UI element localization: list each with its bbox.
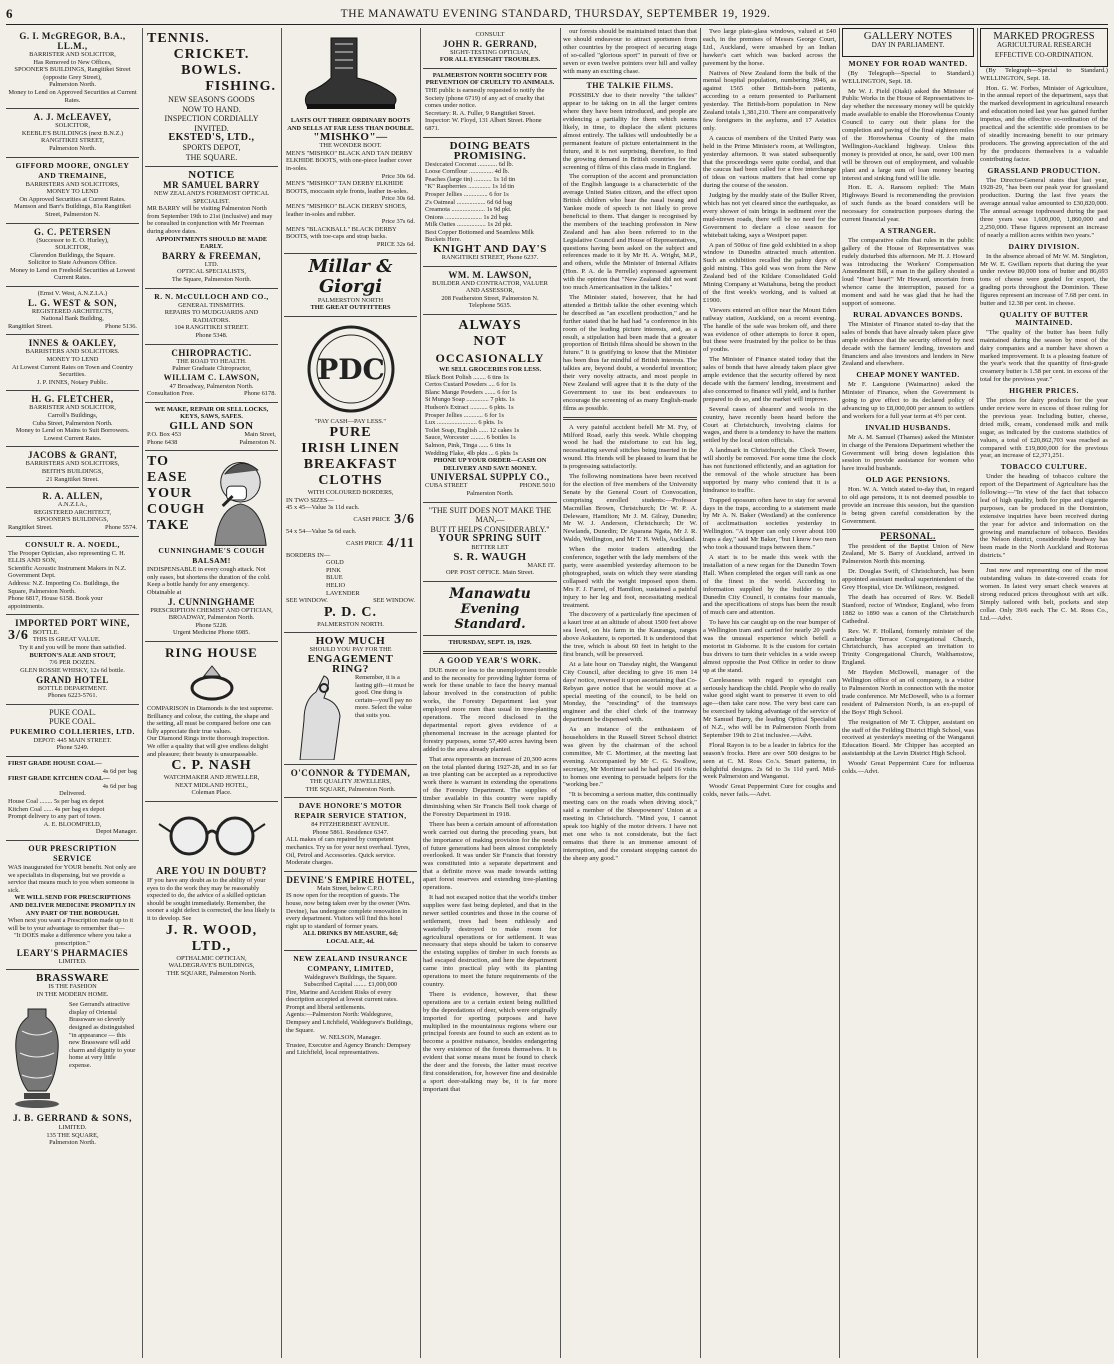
ad-mcleavey: A. J. McLEAVEY, SOLICITOR, KEEBLE'S BUILDINGS (next B.N.Z.) RANGITIKEI STREET, Palmerston North. (6, 109, 139, 157)
ad-dave-honore: DAVE HONORE'S MOTOR REPAIR SERVICE STATION, 84 FITZHERBERT AVENUE. Phone 5861. Residence 6347. ALL makes of cars repaired by competent mechanics. Try us for your next overhaul. Tyres, Oil, Petrol and Accessories. Quick service. Moderate charges. (284, 798, 417, 872)
eyeglasses-icon (157, 808, 267, 864)
ad-lawson-builder: WM. M. LAWSON, BUILDER AND CONTRACTOR, VALUER AND ASSESSOR, 208 Featherston Street, Palmerston N. Telephone 5635. (423, 267, 557, 315)
hand-with-ring-icon (286, 674, 352, 760)
editorial: A GOOD YEAR'S WORK. DUE more or less to the unemployment trouble and to the necessity for providing lighter forms of work for these unable to face the heavy manual labour involved in the construction of public works, the Forestry Department last year employed more men than usual in tree-planting operations. The record disclosed in the departmental report gives evidence of a phenomenal increase in the acreage planted for forestry purposes, some 57,400 acres having been added to the area already planted. That area represents an increase of 20,300 acres on the total planted during 1927-28, and in so far as tree planting can be accepted as a reproductive work there is warrant in extending the operations of the Forestry Department. The supplies of timber available in this country were rapidly diminishing when Sir Francis Bell took charge of the Forestry Department in 1918. There has been a certain amount of afforestation work carried out during the preceding years, but the importance of making provision for the needs of future generations had been almost completely overlooked. It was under Sir Francis that forestry was constituted into a separate department and that a definite move was made towards setting apart forest reserves and extending tree-planting operations. It had not escaped notice that the world's timber supplies were fast being depleted, and that in the newer settled countries and those in the course of settlement, trees had been ruthlessly and wastefully destroyed to make room for agricultural operations or for settlement. It was necessary that steps should be taken to conserve the existing supplies of timber in such forests as had escaped destruction, and here the department came into practical play with its planting operations to meet the future requirements of the country. There is evidence, however, that these operations are to a certain extent being nullified by the depredations of deer, which were originally imported for sporting purposes and have multiplied in the mountainous regions where our principal forests are found to such an extent as to become a positive nuisance, besides endangering the very existence of the forests themselves. It is evident that some means must be found to check the deer and the forests, the latter must receive first consideration, for, however fine and desirable a sport deer-stalking may be, it is far more important that (423, 655, 557, 1093)
local-news-item: A start is to be made this week with the installation of a new organ for the Dunedin Town Hall. When completed the organ will rank as one of the finest in the world. According to information supplied by the builder to the Dunedin City Council, it contains four manuals, and the specifications of stops has been the result of much care and attention. (703, 554, 836, 617)
ad-knight-day: DOING BEATS PROMISING. Desiccated Coconut ............ 6d lb. Loose Cornflour ............... 4d lb. Peaches (large tin) ........... 1s 1d tin "K" Raspberries .............. 1s 1d tin Prosper Jellies ............... 6 for 1s 2's Oatmeal .................. 6d 6d bag Creamota ..................... 1s 9d pkt. Onions ....................... 1s 2d bag Milk Oaties .................. 1s 2d pkt. Best Copper Bottomed and Seamless Milk Buckets Here. KNIGHT AND DAY'S RANGITIKEI STREET, Phone 6237. (423, 138, 557, 267)
local-news-item: "It is becoming a serious matter, this continually meeting cars on the roads when driving stock," said a member of the Sheepowners' Union at a meeting in Christchurch. "Mind you, I cannot speak too highly of the motor drivers. I have not met one who is not considerate, but the fact remains that there is an immense amount of interruption, and the constant stopping cannot do the sheep any good." (563, 791, 697, 862)
ad-jr-wood: ARE YOU IN DOUBT? IF you have any doubt as to the ability of your eyes to do the work they may be reasonably expected to do, the advice of a skilled optician should be sought immediately. Remember, the sooner a sight defect is corrected, the less likely is it to develop. See J. R. WOOD, LTD., OPTHALMIC OPTICIAN, WALDEGRAVE'S BUILDINGS, THE SQUARE, Palmerston North. (145, 802, 278, 981)
ad-oconnor-tydeman: O'CONNOR & TYDEMAN, THE QUALITY JEWELLERS, THE SQUARE, Palmerston North. (284, 765, 417, 798)
marked-progress-header: MARKED PROGRESS AGRICULTURAL RESEARCH EFFECTIVE CO-ORDINATION. (980, 28, 1108, 67)
article-paragraph: The Minister stated, however, that he had attended a British talkie the other evening which he described as "an excellent production," and he further stated that he had had "a conference in his room of the leading picture interests, and, as a result, a stipulation had been made that a greater proportion of British films should be shown in the future." It is gratifying to know that the Minister has been thus far mindful of British interests. The talkies are, beyond doubt, a wonderful invention; their very novelty attracts, and most people in New Zealand will agree that it is the duty of the Government to use its best endeavours to encourage the screening of as many English-made films as possible. (563, 294, 697, 412)
nameplate: Manawatu Evening Standard. THURSDAY, SEPT. 19, 1929. (423, 582, 557, 654)
column-1 (6, 28, 139, 1358)
ad-port-wine: IMPORTED PORT WINE, 3/6 BOTTLE. THIS IS GREAT VALUE. Try it and you will be more than satisfied. BURTON'S ALE AND STOUT, 7/6 PER DOZEN. GLEN ROSSIE WHISKY, 12s 6d bottle. GRAND HOTEL BOTTLE DEPARTMENT. Phones 6223-5761. (6, 615, 139, 705)
ad-waugh-suit: "THE SUIT DOES NOT MAKE THE MAN,— BUT IT HELPS CONSIDERABLY." YOUR SPRING SUIT BETTER LET S. R. WAUGH MAKE IT. OPP. POST OFFICE. Main Street. (423, 503, 557, 582)
local-news-item: Several cases of shearers' and wools in the country, have recently been heard before the Court at Christchurch, involving claims for wages, and there is a tendency to have the matters settled by the local union officials. (703, 405, 836, 445)
ad-john-gerrand: CONSULT JOHN R. GERRAND, SIGHT-TESTING OPTICIAN, FOR ALL EYESIGHT TROUBLES. (423, 28, 557, 69)
coughing-man-icon (199, 454, 276, 546)
ad-empire-hotel: DEVINE'S EMPIRE HOTEL, Main Street, below C.P.O. IS now open for the reception of guests. The house, now being taken over by the owner (Wm. Devine), has undergone complete renovation in every department. Visitors will find this hotel right up to standard of former years. ALL DRINKS BY MEASURE, 6d; LOCAL ALE, 4d. (284, 872, 417, 951)
advertisement-line: Woods' Great Peppermint Cure for coughs and colds, never fails.—Advt. (703, 783, 836, 799)
column-2 (145, 28, 278, 1358)
column-rule (977, 28, 978, 1358)
ad-fletcher: H. G. FLETCHER, BARRISTER AND SOLICITOR, Carroll's Buildings, Cuba Street, Palmerston North. Money to Lend on Mains to Suit Borrowers. Lowest Current Rates. (6, 391, 139, 447)
article-paragraph: The corruption of the accent and pronunciation of the English language is a characteristic of the average United States citizen, and the effect upon British children who hear the nasal twang and Yankee mode of speech is not likely to prove beneficial to them. That danger is recognised by the members of the teaching profession in New Zealand and has also been referred to in the Legislative Council and House of Representatives, questions having been asked on the subject and references made to it by Mr H. A. Wright, M.P., and others, while the Minister of Internal Affairs (Hon. P. A. de la Perrelle) expressed agreement with the opinion that "New Zealand did not want too much Americanisation in the talkies." (563, 173, 697, 292)
ad-chiropractic: CHIROPRACTIC. THE ROAD TO HEALTH. Palmer Graduate Chiropractor, WILLIAM C. LAWSON, 47 Broadway, Palmerston North. Consultation Free. Phone 6178. (145, 345, 278, 403)
local-news-item: To have his car caught up on the rear bumper of a Wellington tram and carried for nearly 20 yards was the unusual experience which befell a motorist in Gisborne. It is the custom for certain bus drivers to turn their vehicles in a wide sweep almost opposite the Post Office in order to draw up at the stand. (703, 619, 836, 674)
ad-allen: R. A. ALLEN, A.N.Z.I.A., REGISTERED ARCHITECT, SPOONER'S BUILDINGS, Rangitikei Street. Phone 5574. (6, 488, 139, 536)
advertisement-line: Just now and representing one of the most outstanding values in date-covered coats for women. In latest very smart check weaves at strong reduced prices throughout with art silk. Simply tailored with belt, pockets and step collar. Only 39/6 each. The C. M. Ross Co., Ltd.—Advt. (980, 567, 1108, 622)
ring-icon (182, 664, 242, 702)
local-news-item: Carelessness with regard to eyesight can seriously handicap the child. People who do really value good sight want to preserve it even to old age—then take care now. The very best care can be exercised by taking advantage of the service of Mr Samuel Barry, the leading Optical Specialist of N.Z., who will be in Palmerston North from September 19th to 21st inclusive.—Advt. (703, 676, 836, 739)
pdc-logo-text: PDC (316, 352, 385, 386)
ad-jacobs-grant: JACOBS & GRANT, BARRISTERS AND SOLICITORS, BEITH'S BUILDINGS, 21 Rangitikei Street. (6, 447, 139, 488)
ad-noedl: CONSULT R. A. NOEDL, The Prooper Optician, also representing C. H. ELLIS AND SON, Scientific Acoustic Instrument Makers in N.Z. Government Dept. Address: N.Z. Importing Co. Buildings, the Square, Palmerston North. Phone 6817, House 6158. Book your appointments. (6, 537, 139, 616)
ad-pdc-linen: PDC "PAY CASH—PAY LESS." PURE IRISH LINEN BREAKFAST CLOTHS WITH COLOURED BORDERS, IN TWO SIZES— 45 x 45—Value 3s 11d each. CASH PRICE 3/6 54 x 54—Value 5s 6d each. CASH PRICE 4/11 BORDERS IN— GOLD PINK BLUE HELIO LAVENDER SEE WINDOW. SEE WINDOW. P. D. C. PALMERSTON NORTH. (284, 317, 417, 634)
ad-mishko-boots: LASTS OUT THREE ORDINARY BOOTS AND SELLS AT FAR LESS THAN DOUBLE. "MISHKO"— THE WONDER BOOT. MEN'S "MISHKO" BLACK AND TAN DERBY ELKHIDE BOOTS, with one-piece leather cover in-soles. Price 30s 6d. MEN'S "MISHKO" TAN DERBY ELKHIDE BOOTS, moccasin style fronts, leather in-soles. Price 30s 6d. MEN'S "MISHKO" BLACK DERBY SHOES, leather in-soles and rubber. Price 37s 6d. MEN'S "BLACKBALL" BLACK DERBY BOOTS, with toe-caps and strap backs. PRICE 32s 6d. (284, 28, 417, 254)
masthead-title: THE MANAWATU EVENING STANDARD, THURSDAY, SEPTEMBER 19, 1929. (340, 8, 771, 20)
local-news-item: Two large plate-glass windows, valued at £40 each, in the premises of Messrs George Court, Ltd., Auckland, were smashed by an Indian hawker's cart which was backed across the pavement by the horse. (703, 28, 836, 67)
local-news-item: A pan of 500oz of fine gold exhibited in a shop window in Dunedin attracted much attention. Such an exhibition recalled the palmy days of gold mining. This gold was won from the New Zealand bed of the Kildare Consolidated Gold Mining Company at Waitahuna, being the product of the first week's working, and is valued at £1900. (703, 241, 836, 304)
brass-vase-icon (8, 1001, 66, 1111)
editorial-paragraph: There has been a certain amount of afforestation work carried out during the preceding years, but the importance of making provision for the needs of future generations had been almost completely overlooked. It was under Sir Francis that forestry was constituted into a separate department and that a definite move was made towards setting apart forest reserves and extending tree-planting operations. (423, 820, 557, 892)
column-rule (839, 28, 840, 1358)
local-news-item: Trapped opossum often have to stay for several days in the traps, according to a statement made by Mr A. N. Baker (Westland) at the conference of acclimatisation societies yesterday in Wellington. "A trapper can only cover about 100 traps a day," said Mr Baker, "but I know two men who took a thousand traps between them." (703, 496, 836, 552)
local-news-item: A landmark in Christchurch, the Clock Tower, will shortly be removed. For some time the clock has not functioned efficiently, and an agitation for the removal of the whole structure has been supported by many who contend that it is a hindrance to traffic. (703, 447, 836, 494)
local-news-item: Viewers entered an office near the Mount Eden railway station, Auckland, on a recent evening. The handle of the safe was broken off, and there was evidence of other attempts to force it open, but these were frustrated by the police to be thus of youths. (703, 306, 836, 354)
masthead (6, 4, 1108, 25)
column-rule (560, 28, 561, 1358)
article-paragraph: POSSIBLY due to their novelty "the talkies" appear to be taking on in all the larger centres where they have been introduced, and people are evidencing a partiality for them which seems likely, in time, to displace the silent pictures almost entirely. The talkies will undoubtedly be a permanent feature of picture entertainment in the future, and it is not surprising, therefore, to find the growing demand in British countries for the screening of films of this class made in England. (563, 92, 697, 171)
local-news-item: Judging by the muddy state of the Buller River, which has not yet cleared since the earthquake, as every shower of rain brings in sediment over the mud-strewn roads, there will be no need for the Government to declare a close season for whitebait taking, says a Westport paper. (703, 192, 836, 239)
page-number: 6 (6, 6, 14, 21)
ad-gifford-moore: GIFFORD MOORE, ONGLEY AND TREMAINE, BARRISTERS AND SOLICITORS, MONEY TO LEND On Approved Securities at Current Rates. Mamson and Barr's Buildings, 81a Rangitikei Street, Palmerston N. (6, 158, 139, 224)
gallery-notes-header: GALLERY NOTES DAY IN PARLIAMENT. (842, 28, 974, 57)
local-news-item: The following nominations have been received for the election of five members of the University Senate by the General Court of Convocation, comprising enrolled students:—Professor Macmillan Brown, Christchurch; Dr W. P. A. Deleware, Hamilton; Mr J. M. Gilray, Dunedin; Mr W. J. Anderson, Christchurch; Dr W. Newlands, Dunedin; Dr Aparana Ngata, Mr J. R. Waldo, Wellington, and Mr T. H. Wells, Auckland. (563, 473, 697, 544)
local-news-item: The discovery of a particularly fine specimen of a kauri tree at an altitude of about 1500 feet above sea level, on his farm in the Kauranga, ranges above Aokautere, is reported. It is understood that the tree, which is about 60 feet in height to the first branch, will be preserved. (563, 611, 697, 658)
local-news-item: At a late hour on Tuesday night, the Wanganui City Council, after deciding to give 16 men 14 days' notice, reversed it upon ascertaining that Co-Rebyan gave notice that he would move at a special meeting of the council, to be held on Monday, the "rescinding" of the tramways engineer and the chief clerk of the tramway department be dispensed with. (563, 660, 697, 724)
ad-samuel-barry: NOTICE MR SAMUEL BARRY NEW ZEALAND'S FOREMOST OPTICAL SPECIALIST. MR BARRY will be visiting Palmerston North from September 19th to 21st (inclusive) and may be consulted in conjunction with Mr Freeman during above dates. APPOINTMENTS SHOULD BE MADE EARLY. BARRY & FREEMAN, LTD. OPTICAL SPECIALISTS, The Square, Palmerston North. (145, 167, 278, 289)
editorial-paragraph: It had not escaped notice that the world's timber supplies were fast being depleted, and that in the newer settled countries and those in the course of settlement, trees had been ruthlessly and wastefully destroyed to make room for agricultural operations or for settlement. It was necessary that steps should be taken to conserve the existing supplies of timber in such forests as had escaped destruction, and here the department came into practical play with its planting operations to meet the future requirements of the country. (423, 894, 557, 988)
local-news-item: As an instance of the enthusiasm of householders in the Russell Street School district was given by the chairman of the school committee, Mr C. Mortimer, at the meeting last evening. Accompanied by Mr C. G. Swallow, secretary, Mr Mortimer said he had paid 16 visits to homes one evening to persuade helpers for the "working bee." (563, 726, 697, 789)
ad-cunninghame: TO EASE YOUR COUGH TAKE CUNNINGHAME'S COUGH BALSAM! INDISPENSABLE in every cough attack. Not only eases, but shortens the duration of the cold. Keep a bottle handy for any emergency. Obtainable at J. CUNNINGHAME PRESCRIPTION CHEMIST AND OPTICIAN, BROADWAY, Palmerston North. Phone 5228. Urgent Medicine Phone 6985. (145, 451, 278, 642)
ad-leary-pharmacies: OUR PRESCRIPTION SERVICE WAS inaugurated for YOUR benefit. Not only are we specialists in dispensing, but we provide a service that means much to you when someone is sick. WE WILL SEND FOR PRESCRIPTIONS AND DELIVER MEDICINE PROMPTLY IN ANY PART OF THE BOROUGH. When next you want a Prescription made up to it will be to your advantage to remember that— "It DOES make a difference where you take a prescription." LEARY'S PHARMACIES LIMITED. (6, 841, 139, 970)
local-news-item: Floral Rayon is to be a leader in fabrics for the season's frocks. Here are over 500 designs to be seen at C. M. Ross Co.'s. Smart patterns, in delightful designs. 2s 6d to 3s 11d yard. Mid-week Palmerston and Wanganui. (703, 741, 836, 781)
pdc-logo-icon (305, 323, 397, 415)
local-news-item: A caucus of members of the United Party was held in the Prime Minister's room, at Wellington, yesterday afternoon. It was stated subsequently that the proceedings were quite cordial, and that the caucus had been called for a free interchange of ideas on various matters that had come up during the course of the session. (703, 134, 836, 190)
column-rule (420, 28, 421, 1358)
ad-nz-insurance: NEW ZEALAND INSURANCE COMPANY, LIMITED, Waldegrave's Buildings, the Square. Subscribed Capital ........ £1,000,000 Fire, Marine and Accident Risks of every description accepted at lowest current rates. Prompt and liberal settlements. Agents:—Palmerston North: Waldegrave, Dempsey and Litchfield, Waldegrave's Buildings, the Square. W. NELSON, Manager. Trustee, Executor and Agency Branch: Dempsey and Litchfield, local representatives. (286, 953, 413, 1057)
ad-brassware: BRASSWARE IS THE FASHION IN THE MODERN HOME. See Gerrand's attractive display of Oriental Brassware so cleverly designed as distinguished "in appearance — this new Brassware will add charm and dignity to your home at very little expense. J. B. GERRAND & SONS, LIMITED. 135 THE SQUARE, Palmerston North. (6, 970, 139, 1151)
ad-eksteds: TENNIS. CRICKET. BOWLS. FISHING. NEW SEASON'S GOODS NOW TO HAND. INSPECTION CORDIALLY INVITED. EKSTED'S, LTD., SPORTS DEPOT, THE SQUARE. (145, 28, 278, 167)
boot-icon (301, 34, 401, 114)
column-rule (281, 28, 282, 1358)
ad-puke-coal: PUKE COAL. PUKE COAL. PUKEMIRO COLLIERIES, LTD. DEPOT: 445 MAIN STREET. Phone 5249. (6, 705, 139, 757)
local-news-item: When the motor traders attending the conference, together with the lady members of the party, were assembled yesterday afternoon to be photographed, seats on which they were standing collapsed with the weight imposed upon them. Mrs F. J. Farrel, of Hamilton, sustained a painful injury to her leg and foot, necessitating medical treatment. (563, 546, 697, 609)
column-5: our forests should be maintained intact than that we should endeavour to attract sportsmen from other countries by the prospect of securing stags of so-called "glorious sport" in pursuit of five or seven or even twelve pointers over hill and valley with many an exciting chase. THE TALKIE FILMS. POSSIBLY due to their novelty "the talkies" appear to be taking on in all the larger centres where they have been introduced, and people are evidencing a partiality for them which seems likely, in time, to displace the silent pictures almost entirely. The talkies will undoubtedly be a permanent feature of picture entertainment in the future, and it is not surprising, therefore, to find the growing demand in British countries for the screening of films of this class made in England. The corruption of the accent and pronunciation of the English language is a characteristic of the average United States citizen, and the effect upon British children who hear the nasal twang and Yankee mode of speech is not likely to prove beneficial to them. That danger is recognised by the members of the teaching profession in New Zealand and has also been referred to in the Legislative Council and House of Representatives, questions having been asked on the subject and references made to it by Mr H. A. Wright, M.P., and others, while the Minister of Internal Affairs (Hon. P. A. de la Perrelle) expressed agreement with the opinion that "New Zealand did not want too much Americanisation in the talkies." The Minister stated, however, that he had attended a British talkie the other evening which he described as "an excellent production," and he further stated that he had had "a conference in his room of the leading picture interests, and, as a result, a stipulation had been made that a greater proportion of British films should be shown in the future." It is gratifying to know that the Minister has been thus far mindful of British interests. The talkies are, beyond doubt, a wonderful invention; their very novelty attracts, and most people in New Zealand will agree that it is the duty of the Government to use its best endeavours to encourage the screening of as many English-made films as possible. A very painful accident befell Mr M. Fry, of Milford Road, early this week. While chopping wood he had the misfortune to cut his leg, necessitating several stitches being inserted in the wound. His friends will be pleased to learn that he is progressing satisfactorily. The following nominations have been received for the election of five members of the University Senate by the General Court of Convocation, comprising enrolled students:—Professor Macmillan Brown, Christchurch; Dr W. P. A. Deleware, Hamilton; Mr J. M. Gilray, Dunedin; Mr W. J. Anderson, Christchurch; Dr W. Newlands, Dunedin; Dr Aparana Ngata, Mr J. R. Waldo, Wellington, and Mr T. H. Wells, Auckland. When the motor traders attending the conference, together with the lady members of the party, were assembled yesterday afternoon to be photographed, seats on which they were standing collapsed with the weight imposed upon them. Mrs F. J. Farrel, of Hamilton, sustained a painful injury to her leg and foot, necessitating medical treatment. The discovery of a particularly fine specimen of a kauri tree at an altitude of about 1500 feet above sea level, on his farm in the Kauranga, ranges above Aokautere, is reported. It is understood that the tree, which is about 60 feet in height to the first branch, will be preserved. At a late hour on Tuesday night, the Wanganui City Council, after deciding to give 16 men 14 days' notice, reversed it upon ascertaining that Co-Rebyan gave notice that he would move at a special meeting of the council, to be held on Monday, the "rescinding" of the tramways engineer and the chief clerk of the tramway department be dispensed with. As an instance of the enthusiasm of householders in the Russell Street School district was given by the chairman of the school committee, Mr C. Mortimer, at the meeting last evening. Accompanied by Mr C. G. Swallow, secretary, Mr Mortimer said he had paid 16 visits to homes one evening to persuade helpers for the "working bee." "It is becoming a serious matter, this continually meeting cars on the roads when driving stock," said a member of the Sheepowners' Union at a meeting in Christchurch. "Mind you, I cannot speak too highly of the motor drivers. I have not met one who is not considerate, but the fact remains that there is an immense amount of interruption, and the constant stopping cannot do the sheep any good." (563, 28, 697, 862)
column-7: GALLERY NOTES DAY IN PARLIAMENT. MONEY FOR ROAD WANTED. (By Telegraph—Special to Standard.) WELLINGTON, Sept. 18. Mr W. J. Field (Otaki) asked the Minister of Public Works in the House of Representatives to-day whether the necessary money will be quickly made available to enable the Horowhenua County Council to carry out their plans for the completion and paving of the final eighteen miles of the Horowhenua County of the main Wellington-Auckland highway. Unless this money is provided at once, he said, over 100 men will be thrown out of employment, and valuable plant and a large sum of loan money bearing interest and sinking fund will lie idle. Hon. E. A. Ransom replied: The Main Highways Board is recommending the provision of such funds as the board considers will be necessary for construction purposes during the current financial year. A STRANGER. The comparative calm that rules in the public gallery of the House of Representatives was rudely disturbed this afternoon. Mr H. J. Howard was introducing the Workers' Compensation Amendment Bill, a man in the gallery shouted a loud "Hear! hear!" Mr Howard, uncertain from whence came the interruption, paused for a moment and said he was glad that he had the support of someone. RURAL ADVANCES BONDS. The Minister of Finance stated to-day that the sales of bonds that have already taken place give ample evidence that the security offered by next decade with the farmers' lending, investors and financiers and also investors and lenders in New Zealand and elsewhere. CHEAP MONEY WANTED. Mr F. Langstone (Waimarino) asked the Minister of Finance, when the Government is going to give effect to its declared policy of advancing up to £8,000,000 per annum to settlers and workers for a full year term at 4½ per cent. INVALID HUSBANDS. Mr A. M. Samuel (Thames) asked the Minister in charge of the Pensions Department whether the Government will bring down legislation this session to provide assistance for women who have invalid husbands. OLD AGE PENSIONS. Hon. W. A. Veitch stated to-day that, in regard to old age pensions, it is not deemed possible to provide an increase this session, but the question is being given careful consideration by the Government. PERSONAL. The president of the Baptist Union of New Zealand, Mr S. Barry of Auckland, arrived in Palmerston North this morning. Dr. Douglas Swift, of Christchurch, has been appointed assistant medical superintendent of the Grey Hospital, vice Dr. Wilkinson, resigned. The death has occurred of Rev. W. Bedell Stanford, rector of Windsor, England, who from 1882 to 1890 was a canon of the Christchurch Cathedral. Rev. W. F. Holland, formerly minister of the Cambridge Terrace Congregational Church, Christchurch, has accepted an invitation to Trinity Congregational Church, Walthamstow, England. Mr Hayden McDowell, manager of the Wellington office of an oil company, is a visitor to Palmerston North in connection with the motor trade conference. Mr McDowell, who is a former resident of Palmerston North, is an ex-pupil of the Boys' High School. The resignation of Mr T. Chipper, assistant on the staff of the Feilding District High School, was received at yesterday's meeting of the Wanganui Education Board. Mr Chipper has accepted an assistantship at the Levin District High School. Woods' Great Peppermint Cure for influenza colds.—Advt. (842, 30, 974, 776)
ad-engagement-ring: HOW MUCH SHOULD YOU PAY FOR THE ENGAGEMENT RING? Remember, it is a lasting gift—it must be good. One thing is certain—you'll pay no more. Select the value that suits you. (284, 633, 417, 765)
ad-spca: PALMERSTON NORTH SOCIETY FOR PREVENTION OF CRUELTY TO ANIMALS. THE public is earnestly requested to notify the Society (phone 6719) of any act of cruelty that comes under notice. Secretary: R. A. Fuller, 9 Rangitikei Street. Inspector: W. Floyd, 131 Albert Street. Phone 6871. (423, 69, 557, 138)
local-news-item: A very painful accident befell Mr M. Fry, of Milford Road, early this week. While chopping wood he had the misfortune to cut his leg, necessitating several stitches being inserted in the wound. His friends will be pleased to learn that he is progressing satisfactorily. (563, 423, 697, 471)
ad-petersen: G. C. PETERSEN (Successor to E. O. Hurley), SOLICITOR, Clarendon Buildings, the Square. Solicitor to State Advances Office. Money to Lend on Freehold Securities at Lowest Current Rates. (6, 224, 139, 288)
editorial-paragraph: DUE more or less to the unemployment trouble and to the necessity for providing lighter forms of work for these unable to face the heavy manual labour involved in the construction of public works, the Forestry Department last year employed more men than usual in tree-planting operations. The record disclosed in the departmental report gives evidence of a phenomenal increase in the acreage planted for forestry purposes, some 57,400 acres having been added to the area already planted. (423, 666, 557, 753)
ad-universal-supply: ALWAYS NOT OCCASIONALLY WE SELL GROCERIES FOR LESS. Black Boot Polish ........ 6 tins 1s Certos Custard Powders .... 6 for 1s Blanc Mange Powders ....... 6 for 1s St Mungo Soap .............. 7 pkts. 1s Hudson's Extract ........... 6 pkts. 1s Prosper Jellies ............ 6 for 1s Lux ......................... 6 pkts. 1s Toilet Soap, English ...... 12 cakes 1s Sauce, Worcester ......... 6 bottles 1s Salmon, Pink, Tinga ...... 6 tins 1s Wedding Flake, 4lb pkts ... 6 pkts 1s PHONE UP YOUR ORDER—CASH ON DELIVERY AND SAVE MONEY. UNIVERSAL SUPPLY CO., CUBA STREET PHONE 5010 Palmerston North. (423, 315, 557, 503)
local-news-item: The Minister of Finance stated today that the sales of bonds that have already taken place give ample evidence that the security offered by next decade with the farmers' lending, investment and also concerned to finance will yield, and is further prepared to do so, and the market will improve. (703, 356, 836, 403)
ad-mcculloch: R. N. McCULLOCH AND CO., GENERAL TINSMITHS. REPAIRS TO MUDGUARDS AND RADIATORS. 104 RANGITIKEI STREET. Phone 5348. (145, 289, 278, 345)
local-news-item: Natives of New Zealand form the bulk of the mental hospital population, numbering 3946, as against 1565 other British-born patients, according to a return presented to Parliament yesterday. The British-born population in New Zealand totals 1,381,210. There are comparatively few foreigners in the asylums, and 17 Asiatics only. (703, 69, 836, 132)
ad-mcgregor: G. I. McGREGOR, B.A., LL.M., BARRISTER AND SOLICITOR, Has Removed to New Offices, SPOONER'S BUILDINGS, Rangitikei Street (opposite Grey Street), Palmerston North. Money to Lend on Approved Securities at Current Rates. (6, 28, 139, 109)
ad-gill-son: WE MAKE, REPAIR OR SELL LOCKS, KEYS, SAWS, SAFES. GILL AND SON P.O. Box 453 Main Street, Phone 6438 Palmerston N. (145, 403, 278, 451)
ad-millar-giorgi: Millar & Giorgi PALMERSTON NORTH THE GREAT OUTFITTERS (284, 254, 417, 317)
column-3 (284, 28, 417, 1358)
column-6 (703, 28, 836, 1358)
ad-ring-house: RING HOUSE COMPARISON in Diamonds is the test supreme. Brilliancy and colour, the cutting, the shape and the setting, all must be compared before one can fully appreciate their true values. Our Diamond Rings invite thorough inspection. We offer a quality that will give endless delight and pleasure; their beauty is unsurpassable. C. P. NASH WATCHMAKER AND JEWELLER, NEXT MIDLAND HOTEL, Coleman Place. (145, 642, 278, 802)
ad-west-son: (Ernst V. West, A.N.Z.I.A.) L. G. WEST & SON, REGISTERED ARCHITECTS, National Bank Building, Rangitikei Street. Phone 5136. (6, 287, 139, 335)
editorial-paragraph: There is evidence, however, that these operations are to a certain extent being nullified by the depredations of deer, which were originally imported for sporting purposes and have multiplied in the mountainous regions where our principal forests are found to such an extent as to become a positive nuisance, besides endangering the very existence of the forests themselves. It is evident that some means must be found to check the deer and the forests, the latter must receive first consideration, for, however fine and desirable a sport deer-stalking may be, it is far more important that (423, 990, 557, 1093)
column-8: MARKED PROGRESS AGRICULTURAL RESEARCH EFFECTIVE CO-ORDINATION. (By Telegraph—Special to Standard.) WELLINGTON, Sept. 18. Hon. G. W. Forbes, Minister of Agriculture, in the annual report of the department, says that the marked development in agricultural research and education noted last year has gained further impetus, and the effective co-ordination of the practical and the scientific side promises to be of steadily increasing benefit to our primary producers. The growing appreciation of the aid by the producers themselves is a valuable contributing factor. GRASSLAND PRODUCTION. The Director-General states that last year, 1928-29, "has been our peak year for grassland production. During the last five years the average annual value amounted to £30,820,000. The annual acreage topdressed during the past three years was 1,600,000, 1,860,000 and 2,250,000. These figures represent an increase of nearly a million acres within two years." DAIRY DIVISION. In the absence abroad of Mr W. M. Singleton, Mr W. E. Gwillam reports that during the year under review 80,000 tons of butter and 86,693 tons of cheese were graded for export, the grading ports throughout the Dominion. These figures represent an increase of 7.68 per cent. in butter and 12.38 per cent. in cheese. QUALITY OF BUTTER MAINTAINED. "The quality of the butter has been fully maintained during the season by most of the dairy companies and a number have shown a marked improvement. It is a pleasing feature of the year's work that the quantity of first-grade creamery butter is 1.58 per cent. in excess of the total for the previous year." HIGHER PRICES. The prices for dairy products for the year under review were in excess of those ruling for the previous year. Including butter, cheese, dried milk, cream, condensed milk and milk sugar, as indicated by the customs statistics of values, a total of £20,862,703 was reached as compared with £19,800,000 for the previous year, an increase of £2,371,251. TOBACCO CULTURE. Under the heading of tobacco culture the report of the Department of Agriculture has the following:—"In view of the fact that tobacco leaf of high quality, both for pipe and cigarette purposes, can be produced in the Dominion, extensive inquiries have been received during the year for advice and information on the growing and manufacture of tobacco. Besides the Nelson district, considerable headway has been made in the North Auckland and Rotorua districts." Just now and representing one of the most outstanding values in date-covered coats for women. In latest very smart check weaves at strong reduced prices throughout with art silk. Simply tailored with belt, pockets and step collar. Only 39/6 each. The C. M. Ross Co., Ltd.—Advt. (980, 28, 1108, 1358)
advertisement-line: Woods' Great Peppermint Cure for influenza colds.—Advt. (842, 760, 974, 776)
column-rule (142, 28, 143, 1358)
ad-innes-oakley: INNES & OAKLEY, BARRISTERS AND SOLICITORS. MONEY TO LEND At Lowest Current Rates on Town and Country Securities. J. P. INNES, Notary Public. (6, 335, 139, 391)
editorial-continuation: our forests should be maintained intact than that we should endeavour to attract sportsmen from other countries by the prospect of securing stags of so-called "glorious sport" in pursuit of five or seven or even twelve pointers over hill and valley with many an exciting chase. (563, 28, 697, 75)
ad-bloomfield-coal: FIRST GRADE HOUSE COAL— 4s 6d per bag FIRST GRADE KITCHEN COAL— 4s 6d per bag Delivered. House Coal ........ 5s per bag ex depot Kitchen Coal ...... 4s per bag ex depot Prompt delivery to any part of town. A. E. BLOOMFIELD, Depot Manager. (6, 757, 139, 841)
column-4 (423, 28, 557, 1358)
editorial-paragraph: That area represents an increase of 20,300 acres on the total planted during 1927-28, and in so far as tree planting can be accepted as a reproductive work there is warrant in extending the operations of the Forestry Department. The supplies of timber available in this country were rapidly diminishing when Sir Francis Bell took charge of the Forestry Department in 1918. (423, 755, 557, 818)
column-rule (700, 28, 701, 1358)
